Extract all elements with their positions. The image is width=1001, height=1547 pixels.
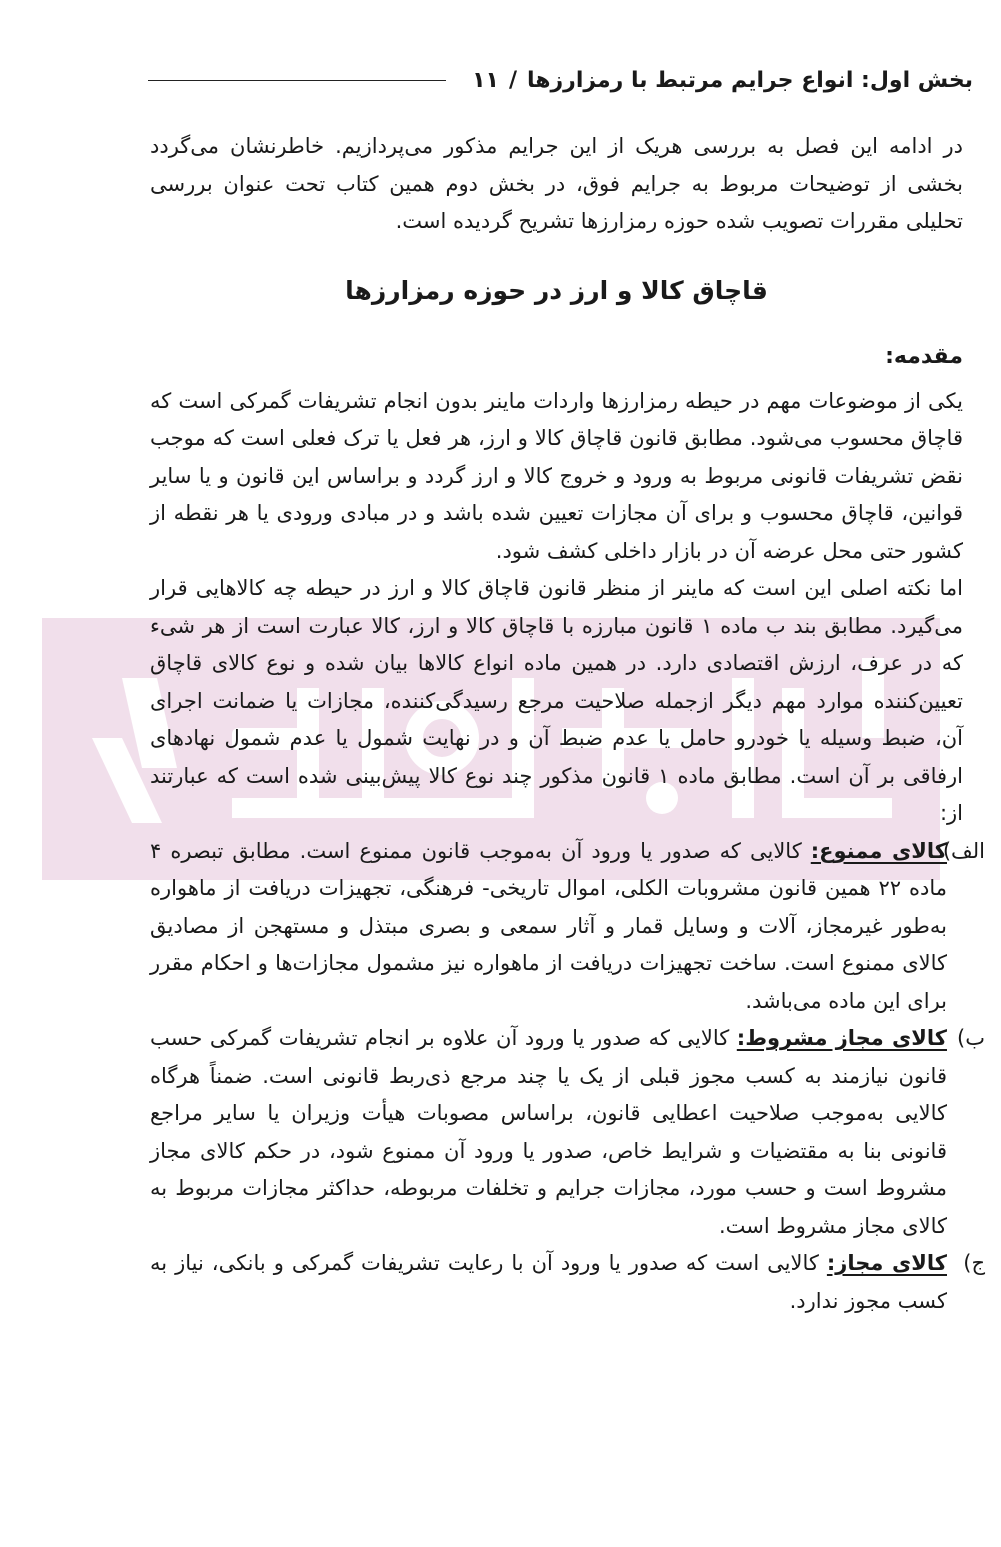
running-header-separator: / bbox=[508, 67, 517, 93]
list-item-definition: کالایی است که صدور یا ورود آن با رعایت تشریفات گمرکی و بانکی، نیاز به کسب مجوز ندارد. bbox=[150, 1251, 947, 1313]
page-body bbox=[150, 128, 985, 1320]
list-item bbox=[150, 1245, 985, 1320]
page-number: ۱۱ bbox=[472, 67, 499, 93]
list-item-marker: الف) bbox=[942, 838, 985, 863]
list-item-marker: ب) bbox=[957, 1026, 985, 1050]
list-item-definition: کالایی که صدور یا ورود آن علاوه بر انجام تشریفات گمرکی حسب قانون نیازمند به کسب مجوز قبلی از یک یا چند مرجع ذی‌ربط قانونی است. ضمناً هرگاه کالایی به‌موجب صلاحیت اعطایی قانون، براساس مصوبات هیأت وزیران یا سایر مراجع قانونی بنا به مقتضیات و شرایط خاص، صدور یا ورود آن ممنوع شود، در حکم کالای مجاز مشروط است و حسب مورد، مجازات جرایم و تخلفات مربوطه، حداکثر مجازات مربوط به کالای مجاز مشروط است. bbox=[150, 1026, 947, 1238]
list-item-term: کالای مجاز مشروط: bbox=[736, 1026, 947, 1050]
list-item-marker: ج) bbox=[963, 1251, 985, 1275]
list-item-definition: کالایی که صدور یا ورود آن به‌موجب قانون ممنوع است. مطابق تبصره ۴ ماده ۲۲ همین قانون مشروبات الکلی، اموال تاریخی- فرهنگی، تجهیزات دریافت از ماهواره به‌طور غیرمجاز، آلات و وسایل قمار و آثار سمعی و بصری مبتذل و مستهجن از مصادیق کالای ممنوع است. ساخت تجهیزات دریافت از ماهواره نیز مشمول مجازات‌ها و احکام مقرر برای این ماده می‌باشد. bbox=[150, 838, 947, 1013]
list-item-text bbox=[150, 1245, 947, 1320]
running-header-title: بخش اول: انواع جرایم مرتبط با رمزارزها bbox=[526, 67, 973, 93]
list-item bbox=[150, 833, 985, 1021]
list-item-text bbox=[150, 1020, 947, 1245]
list-item-term: کالای مجاز: bbox=[826, 1251, 947, 1275]
intro-paragraph: در ادامه این فصل به بررسی هریک از این جرایم مذکور می‌پردازیم. خاطرنشان می‌گردد بخشی از توضیحات مربوط به جرایم فوق، در بخش دوم همین کتاب تحت عنوان بررسی تحلیلی مقررات تصویب شده حوزه رمزارزها تشریح گردیده است. bbox=[150, 134, 963, 233]
list-item bbox=[150, 1020, 985, 1245]
header-rule bbox=[148, 80, 446, 81]
list-item-term: کالای ممنوع: bbox=[810, 838, 947, 863]
list-item-text bbox=[150, 833, 947, 1021]
body-paragraph-2: اما نکته اصلی این است که ماینر از منظر قانون قاچاق کالا و ارز در حیطه چه کالاهایی قرار می‌گیرد. مطابق بند ب ماده ۱ قانون مبارزه با قاچاق کالا و ارز، کالا عبارت است از هر شیء که در عرف، ارزش اقتصادی دارد. در همین ماده انواع کالاها بیان شده و نوع کالای قاچاق تعیین‌کننده موارد مهم دیگر ازجمله صلاحیت مرجع رسیدگی‌کننده، مجازات یا ضمانت اجرای آن، ضبط وسیله یا خودرو حامل یا عدم ضبط آن و در نهایت شمول یا عدم شمول نهادهای ارفاقی بر آن است. مطابق ماده ۱ قانون مذکور چند نوع کالا پیش‌بینی شده است که عبارتند از: bbox=[150, 576, 963, 825]
section-title: قاچاق کالا و ارز در حوزه رمزارزها bbox=[345, 275, 768, 305]
body-paragraph-1: یکی از موضوعات مهم در حیطه رمزارزها واردات ماینر بدون انجام تشریفات گمرکی است که قاچاق محسوب می‌شود. مطابق قانون قاچاق کالا و ارز، هر فعل یا ترک فعلی است که موجب نقض تشریفات قانونی مربوط به ورود و خروج کالا و ارز گردد و براساس این قانون و یا سایر قوانین، قاچاق محسوب و برای آن مجازات تعیین شده باشد و در مبادی ورودی یا هر نقطه از کشور حتی محل عرضه آن در بازار داخلی کشف شود. bbox=[150, 388, 963, 563]
running-header bbox=[148, 62, 973, 98]
introduction-label: مقدمه: bbox=[885, 343, 963, 369]
